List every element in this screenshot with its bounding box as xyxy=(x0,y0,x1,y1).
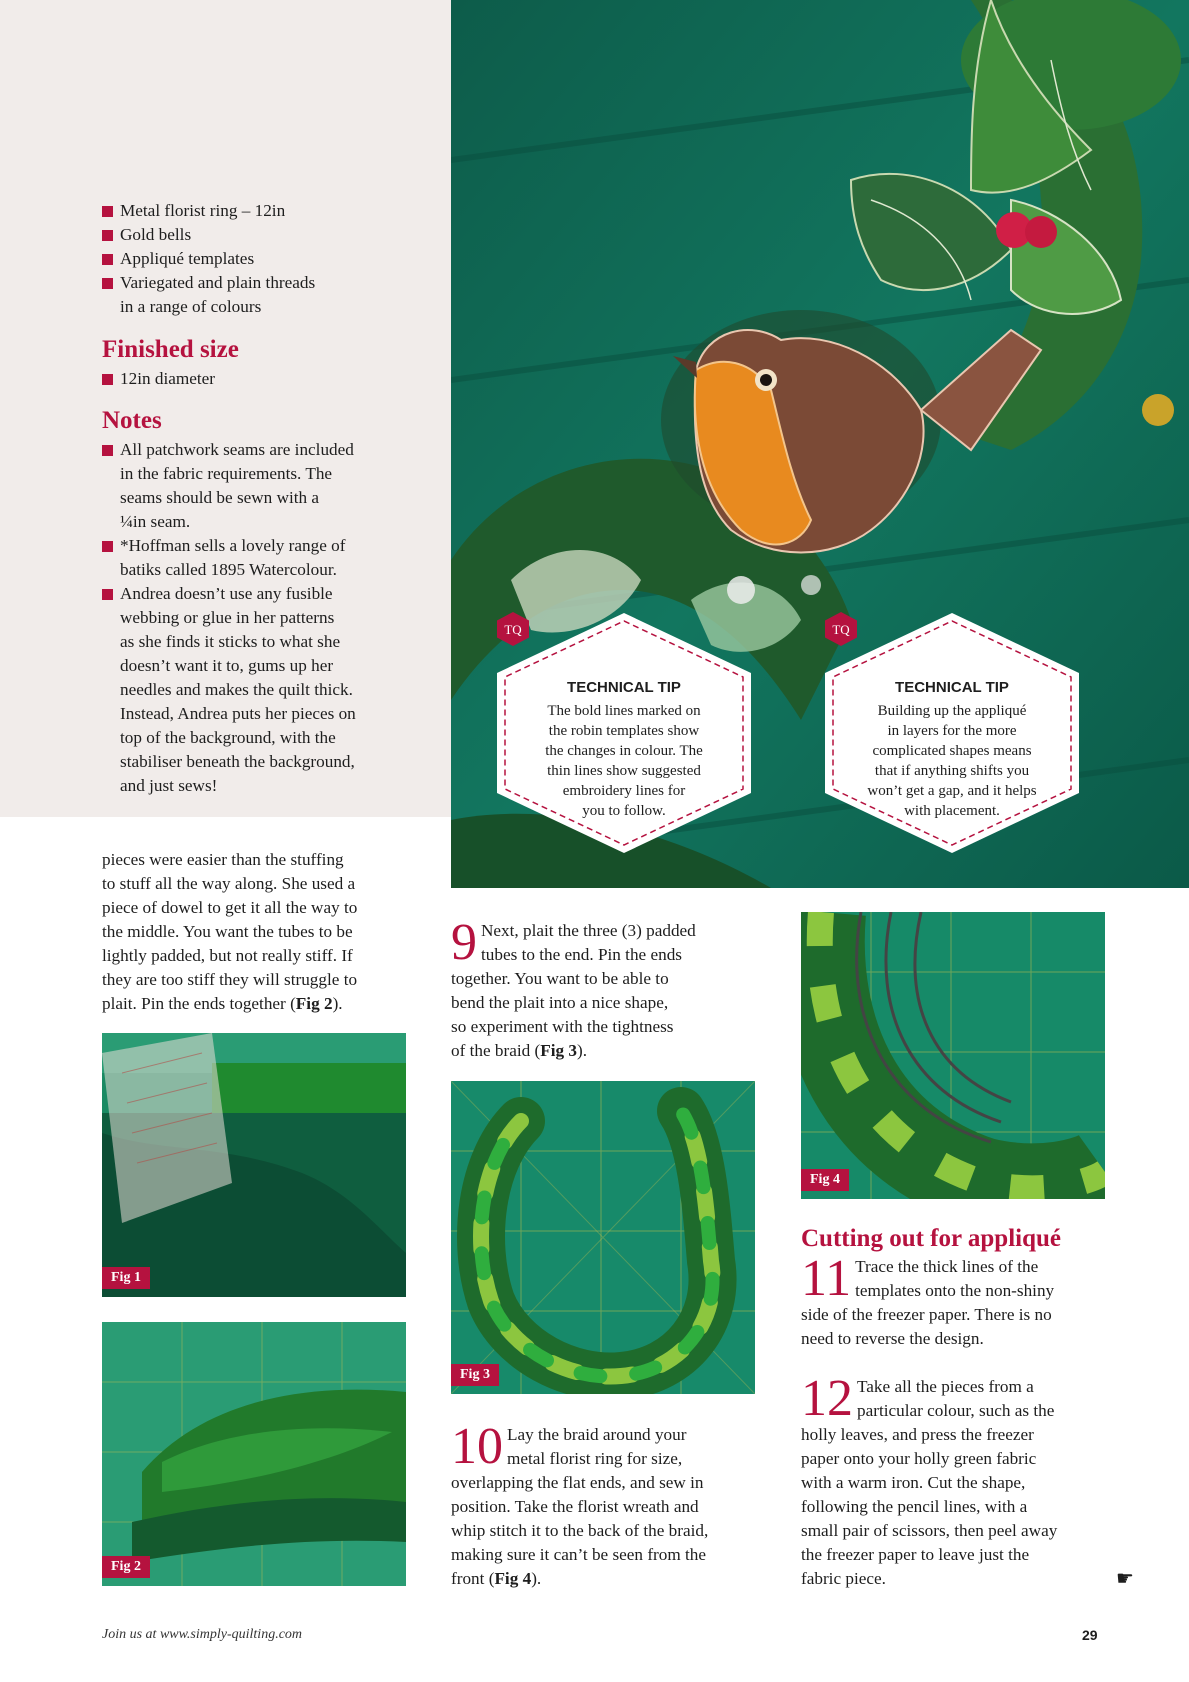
tip-line: that if anything shifts you xyxy=(874,763,1030,779)
fig-reference: Fig 4 xyxy=(494,1569,532,1588)
tip-line: the robin templates show xyxy=(548,723,700,739)
step-number: 12 xyxy=(801,1370,853,1427)
note-line: stabiliser beneath the background, xyxy=(120,752,355,771)
requirements-list xyxy=(102,199,422,319)
step-line: need to reverse the design. xyxy=(801,1329,984,1348)
body-text: plait. Pin the ends together ( xyxy=(102,994,296,1013)
tip-line: won’t get a gap, and it helps xyxy=(867,783,1037,799)
step-10 xyxy=(451,1418,761,1591)
body-line: lightly padded, but not really stiff. If xyxy=(102,946,353,965)
continue-hand-icon: ☛ xyxy=(1116,1568,1134,1590)
step-line: Next, plait the three (3) padded xyxy=(481,921,696,940)
body-text: ). xyxy=(531,1569,542,1588)
technical-tip-2 xyxy=(823,611,1081,855)
step-line: following the pencil lines, with a xyxy=(801,1497,1028,1516)
tip-line: with placement. xyxy=(904,803,1000,819)
note-line: in the fabric requirements. The xyxy=(120,464,333,483)
requirement-item: Variegated and plain threads xyxy=(102,271,422,295)
tq-badge-icon xyxy=(823,611,859,647)
note-line: and just sews! xyxy=(120,776,218,795)
requirement-item: Gold bells xyxy=(102,223,422,247)
tip-badge-text: TQ xyxy=(832,622,850,637)
tip-line: you to follow. xyxy=(582,803,666,819)
step-line xyxy=(451,1039,751,1063)
tip-body xyxy=(851,701,1053,821)
step-line: side of the freezer paper. There is no xyxy=(801,1305,1052,1324)
tip-title: TECHNICAL TIP xyxy=(567,679,681,696)
body-line: piece of dowel to get it all the way to xyxy=(102,898,358,917)
fig-4-photo xyxy=(801,912,1105,1199)
step-line xyxy=(451,1567,761,1591)
note-line: as she finds it sticks to what she xyxy=(120,632,341,651)
note-line: top of the background, with the xyxy=(120,728,336,747)
step-number: 9 xyxy=(451,914,477,971)
step-line: making sure it can’t be seen from the xyxy=(451,1545,707,1564)
fig-reference: Fig 3 xyxy=(540,1041,578,1060)
step-9 xyxy=(451,914,751,1063)
step-line: the freezer paper to leave just the xyxy=(801,1545,1030,1564)
fig-3-photo xyxy=(451,1081,755,1394)
body-text: of the braid ( xyxy=(451,1041,541,1060)
body-text: ). xyxy=(577,1041,588,1060)
body-line: they are too stiff they will struggle to xyxy=(102,970,358,989)
note-item: Andrea doesn’t use any fusible xyxy=(102,582,422,606)
tip-line: in layers for the more xyxy=(887,723,1017,739)
notes-heading: Notes xyxy=(102,407,162,434)
step-11 xyxy=(801,1250,1111,1351)
note-line: ¼in seam. xyxy=(120,512,191,531)
step-line: position. Take the florist wreath and xyxy=(451,1497,699,1516)
step-line: metal florist ring for size, xyxy=(507,1449,683,1468)
body-line: the middle. You want the tubes to be xyxy=(102,922,353,941)
step-line: tubes to the end. Pin the ends xyxy=(481,945,682,964)
tip-line: complicated shapes means xyxy=(872,743,1032,759)
technical-tip-1 xyxy=(495,611,753,855)
step-line: so experiment with the tightness xyxy=(451,1017,674,1036)
step-line: Take all the pieces from a xyxy=(857,1377,1034,1396)
fig-4-label: Fig 4 xyxy=(801,1169,849,1191)
step-line: overlapping the flat ends, and sew in xyxy=(451,1473,704,1492)
note-line: Instead, Andrea puts her pieces on xyxy=(120,704,356,723)
page-number: 29 xyxy=(1082,1627,1098,1643)
note-item: All patchwork seams are included xyxy=(102,438,422,462)
step-line: whip stitch it to the back of the braid, xyxy=(451,1521,709,1540)
body-line: pieces were easier than the stuffing xyxy=(102,850,344,869)
tip-badge-text: TQ xyxy=(504,622,522,637)
tip-line: embroidery lines for xyxy=(562,783,686,799)
tip-body xyxy=(523,701,725,821)
footer-website-link[interactable]: Join us at www.simply-quilting.com xyxy=(102,1627,303,1642)
note-line: needles and makes the quilt thick. xyxy=(120,680,353,699)
body-line: to stuff all the way along. She used a xyxy=(102,874,356,893)
continuation-paragraph xyxy=(102,848,422,1016)
fig-1-photo xyxy=(102,1033,406,1297)
step-number: 11 xyxy=(801,1250,852,1307)
finished-size-item: 12in diameter xyxy=(102,367,422,391)
requirement-item: Appliqué templates xyxy=(102,247,422,271)
step-line: holly leaves, and press the freezer xyxy=(801,1425,1034,1444)
note-line: webbing or glue in her patterns xyxy=(120,608,335,627)
step-line: Lay the braid around your xyxy=(507,1425,687,1444)
step-line: small pair of scissors, then peel away xyxy=(801,1521,1058,1540)
fig-1-label: Fig 1 xyxy=(102,1267,150,1289)
step-line: paper onto your holly green fabric xyxy=(801,1449,1037,1468)
tip-line: the changes in colour. The xyxy=(545,743,703,759)
step-line: bend the plait into a nice shape, xyxy=(451,993,669,1012)
step-12 xyxy=(801,1370,1111,1591)
fig-3-label: Fig 3 xyxy=(451,1364,499,1386)
requirement-item: Metal florist ring – 12in xyxy=(102,199,422,223)
tip-line: The bold lines marked on xyxy=(547,703,701,719)
note-line: batiks called 1895 Watercolour. xyxy=(120,560,337,579)
body-text: ). xyxy=(332,994,343,1013)
requirement-item-continued: in a range of colours xyxy=(120,297,262,316)
step-number: 10 xyxy=(451,1418,503,1475)
fig-2-photo xyxy=(102,1322,406,1586)
cutting-out-heading: Cutting out for appliqué xyxy=(801,1225,1062,1252)
step-line: particular colour, such as the xyxy=(857,1401,1055,1420)
step-line: fabric piece. xyxy=(801,1569,886,1588)
tip-title: TECHNICAL TIP xyxy=(895,679,1009,696)
fig-reference: Fig 2 xyxy=(295,994,333,1013)
finished-size-heading: Finished size xyxy=(102,336,239,363)
finished-size-list xyxy=(102,367,422,391)
step-line: templates onto the non-shiny xyxy=(855,1281,1055,1300)
step-line: with a warm iron. Cut the shape, xyxy=(801,1473,1026,1492)
tq-badge-icon xyxy=(495,611,531,647)
fig-2-label: Fig 2 xyxy=(102,1556,150,1578)
body-text: front ( xyxy=(451,1569,495,1588)
step-line: together. You want to be able to xyxy=(451,969,669,988)
step-line: Trace the thick lines of the xyxy=(855,1257,1039,1276)
note-item: *Hoffman sells a lovely range of xyxy=(102,534,422,558)
note-line: doesn’t want it to, gums up her xyxy=(120,656,334,675)
notes-list xyxy=(102,438,422,798)
note-line: seams should be sewn with a xyxy=(120,488,320,507)
tip-line: Building up the appliqué xyxy=(877,703,1027,719)
tip-line: thin lines show suggested xyxy=(547,763,701,779)
body-line xyxy=(102,992,422,1016)
